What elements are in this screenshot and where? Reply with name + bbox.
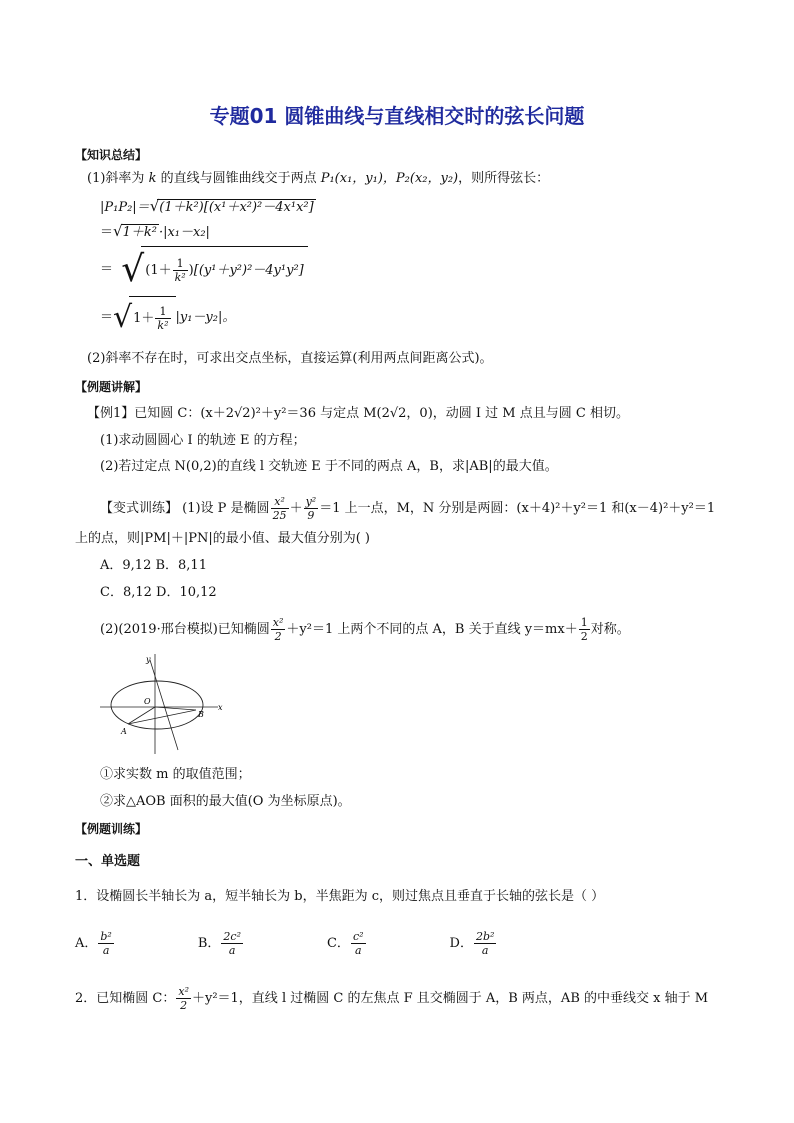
fraction-numerator: c²: [352, 930, 364, 943]
fraction-numerator: 2c²: [223, 930, 241, 943]
fraction-denominator: a: [228, 944, 236, 957]
variant-1-options-cd: C．8,12 D．10,12: [100, 585, 217, 600]
fraction-denominator: 2: [580, 630, 588, 643]
variant-2-q2: ②求△AOB 面积的最大值(O 为坐标原点)。: [100, 794, 351, 809]
text-fragment: 1＋: [150, 263, 172, 278]
option-label: C．: [326, 936, 350, 951]
fraction: [176, 985, 191, 1012]
variant-1-options-ab: A．9,12 B．8,11: [100, 558, 207, 573]
text-fragment: 2．已知椭圆 C：: [75, 991, 176, 1006]
equals-sign: ＝: [100, 262, 114, 277]
fraction-denominator: 2: [180, 999, 188, 1012]
label-a: A: [121, 727, 127, 736]
fraction: [304, 495, 319, 522]
ellipse: [111, 681, 203, 729]
variant-2-q1: ①求实数 m 的取值范围；: [100, 767, 251, 782]
variant-1-cont: 上的点，则|PM|＋|PN|的最小值、最大值分别为( ): [75, 531, 370, 546]
text-fragment: (2)(2019·邢台模拟)已知椭圆: [100, 622, 270, 637]
fraction-denominator: 25: [272, 509, 287, 522]
radicand: (1＋k²)[(x¹＋x²)²－4x¹x²]: [159, 200, 314, 215]
fraction: [173, 257, 188, 284]
math-points: P₁(x₁，y₁)，P₂(x₂，y₂): [320, 171, 459, 186]
sqrt-icon: √: [113, 299, 133, 335]
fraction: [351, 930, 366, 957]
equals-sign: ＝: [100, 310, 114, 325]
variant-2: [100, 614, 630, 646]
option-a[interactable]: [75, 924, 115, 964]
formula-tail: [(y¹＋y²)²－4y¹y²]: [193, 263, 304, 278]
radicand: (1＋ $\frac{1}{\text{k²}}$ )[(y¹＋y²)²－4y¹y²]: [141, 246, 308, 293]
math-k: k: [148, 171, 157, 186]
segment-ob: [155, 707, 196, 710]
fraction-numerator: b²: [100, 930, 112, 943]
variant-1: [100, 494, 715, 524]
label-x: x: [218, 703, 223, 712]
label-o: O: [144, 697, 151, 706]
text-fragment: 1＋: [133, 311, 155, 326]
fraction-denominator: a: [354, 944, 362, 957]
fraction: [271, 495, 289, 522]
symmetry-line: [150, 660, 178, 750]
option-b[interactable]: [198, 924, 244, 964]
text-fragment: ＋y²＝1 上两个不同的点 A，B 关于直线 y＝mx＋: [286, 622, 578, 637]
radicand: 1＋k²: [122, 225, 157, 240]
text-fragment: ，则所得弦长：: [458, 171, 550, 186]
example-1: 【例1】已知圆 C：(x＋2√2)²＋y²＝36 与定点 M(2√2，0)，动圆 I 过 M 点且与圆 C 相切。: [87, 406, 629, 421]
question-1: 1．设椭圆长半轴长为 a，短半轴长为 b，半焦距为 c，则过焦点且垂直于长轴的弦长是（ ）: [75, 889, 605, 904]
option-label: B．: [197, 936, 221, 951]
fraction: [98, 930, 113, 957]
text-fragment: ＋y²＝1，直线 l 过椭圆 C 的左焦点 F 且交椭圆于 A，B 两点，AB 的中垂线交 x 轴于 M: [191, 991, 709, 1006]
examples-heading: 【例题讲解】: [75, 380, 148, 394]
fraction: [271, 616, 286, 643]
fraction-denominator: 9: [307, 509, 315, 522]
fraction-numerator: 1: [155, 305, 170, 319]
option-label: A．: [75, 936, 98, 951]
option-c[interactable]: [327, 924, 367, 964]
knowledge-p1: [87, 170, 549, 188]
text-fragment: 的直线与圆锥曲线交于两点: [156, 171, 321, 186]
fraction-numerator: 1: [173, 257, 188, 271]
formula-line-3: [100, 246, 308, 293]
fraction-denominator: 2: [274, 630, 282, 643]
single-choice-heading: 一、单选题: [75, 854, 141, 869]
label-b: B: [198, 710, 204, 719]
fraction-denominator: k²: [157, 319, 169, 332]
formula-tail: |y₁－y₂|。: [175, 310, 236, 325]
knowledge-heading: 【知识总结】: [75, 148, 148, 162]
example-1-q1: (1)求动圆圆心 I 的轨迹 E 的方程；: [100, 433, 306, 448]
fraction-numerator: 2b²: [475, 930, 495, 943]
question-1-options: [75, 924, 555, 964]
ellipse-figure: [100, 652, 225, 757]
text-fragment: (1)斜率为: [87, 171, 149, 186]
fraction-numerator: y²: [305, 495, 317, 508]
radicand: [129, 296, 175, 339]
equals-sign: ＝: [100, 225, 114, 240]
fraction: [474, 930, 496, 957]
formula-line-1: [100, 197, 316, 217]
fraction: [221, 930, 243, 957]
text-fragment: 对称。: [590, 622, 630, 637]
fraction-numerator: 1: [580, 616, 588, 629]
option-d[interactable]: [450, 924, 498, 964]
sqrt-icon: √: [121, 248, 145, 290]
text-fragment: ＝1 上一点，M，N 分别是两圆：(x＋4)²＋y²＝1 和(x－4)²＋y²＝1: [319, 501, 716, 516]
training-heading: 【例题训练】: [75, 822, 148, 836]
formula-lhs: |P₁P₂|＝: [100, 200, 150, 215]
sqrt-icon: √: [149, 197, 160, 215]
fraction-denominator: a: [102, 944, 110, 957]
fraction-numerator: x²: [272, 616, 284, 629]
formula-tail: ·|x₁－x₂|: [158, 225, 210, 240]
plus-sign: ＋: [289, 501, 303, 516]
fraction-denominator: a: [481, 944, 489, 957]
option-label: D．: [449, 936, 473, 951]
page-title: 专题01 圆锥曲线与直线相交时的弦长问题: [209, 104, 585, 128]
fraction-numerator: x²: [271, 495, 289, 509]
fraction-denominator: k²: [174, 271, 186, 284]
knowledge-p2: (2)斜率不存在时，可求出交点坐标，直接运算(利用两点间距离公式)。: [87, 351, 493, 366]
question-2: [75, 984, 708, 1014]
formula-line-4: [100, 296, 235, 339]
label-y: y: [146, 655, 151, 664]
chord-ab: [128, 710, 196, 724]
text-fragment: 【变式训练】 (1)设 P 是椭圆: [100, 501, 270, 516]
fraction-numerator: x²: [178, 985, 189, 998]
fraction: [155, 305, 170, 332]
fraction: [579, 616, 590, 643]
example-1-q2: (2)若过定点 N(0,2)的直线 l 交轨迹 E 于不同的两点 A，B，求|AB|的最大值。: [100, 459, 558, 474]
sqrt-icon: √: [113, 222, 123, 240]
formula-line-2: [100, 222, 210, 242]
